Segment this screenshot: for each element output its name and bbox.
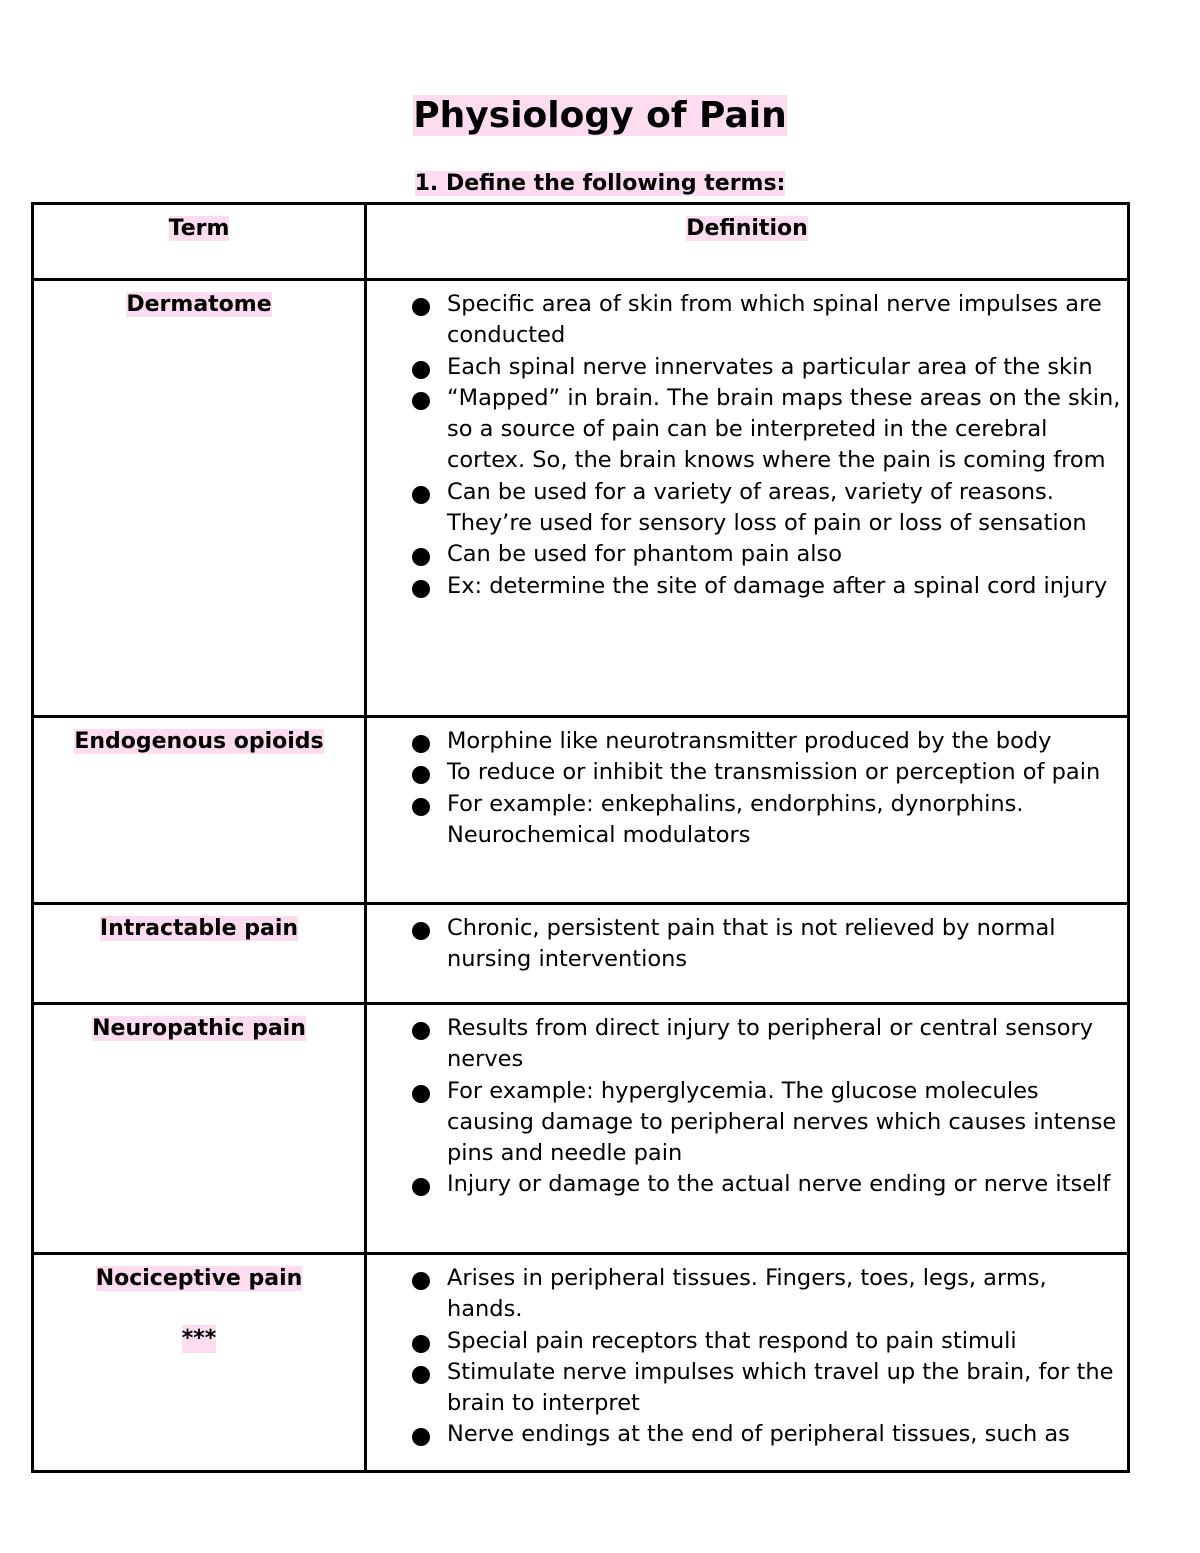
definition-bullet: [367, 1419, 1121, 1450]
definition-bullet: [367, 1169, 1121, 1200]
definition-text: Arises in peripheral tissues. Fingers, toes, legs, arms, hands.: [447, 1265, 1047, 1323]
definition-text: “Mapped” in brain. The brain maps these areas on the skin, so a source of pain can be interpreted in the cerebral cortex. So, the brain knows where the pain is coming from: [447, 384, 1121, 474]
definition-bullet: [367, 383, 1121, 477]
definition-text: For example: enkephalins, endorphins, dynorphins. Neurochemical modulators: [447, 790, 1024, 848]
table-row: [33, 1004, 1129, 1254]
definition-bullet: [367, 571, 1121, 602]
definition-text: To reduce or inhibit the transmission or perception of pain: [447, 759, 1101, 786]
term-note: ***: [181, 1326, 217, 1351]
bullet-dot-icon: [412, 1428, 430, 1446]
term-label: Intractable pain: [99, 916, 299, 941]
definition-cell: [366, 904, 1129, 1004]
definition-bullet-list: [367, 905, 1127, 984]
term-cell: [33, 1254, 366, 1472]
definition-text: For example: hyperglycemia. The glucose molecules causing damage to peripheral nerves which causes intense pins and needle pain: [447, 1077, 1117, 1167]
definition-bullet: [367, 1357, 1121, 1420]
definition-bullet: [367, 1326, 1121, 1357]
bullet-dot-icon: [412, 1272, 430, 1290]
term-cell: [33, 717, 366, 904]
terms-table: [31, 202, 1130, 1473]
table-row: [33, 1254, 1129, 1472]
term-column-header: [33, 204, 366, 280]
definition-text: Injury or damage to the actual nerve ending or nerve itself: [447, 1171, 1111, 1198]
bullet-dot-icon: [412, 580, 430, 598]
definition-text: Morphine like neurotransmitter produced by the body: [447, 728, 1052, 754]
bullet-dot-icon: [412, 486, 430, 504]
definition-bullet: [367, 539, 1121, 570]
definition-header-label: Definition: [686, 216, 808, 241]
definition-bullet: [367, 789, 1121, 852]
page-title-text: Physiology of Pain: [413, 95, 787, 136]
definition-text: Nerve endings at the end of peripheral tissues, such as: [447, 1421, 1070, 1448]
bullet-dot-icon: [412, 298, 430, 316]
definition-cell: [366, 1254, 1129, 1472]
term-label: Dermatome: [126, 292, 272, 317]
table-body: [33, 280, 1129, 1472]
definition-bullet-list: [367, 1255, 1127, 1459]
definition-column-header: [366, 204, 1129, 280]
definition-bullet: [367, 477, 1121, 540]
bullet-dot-icon: [412, 1366, 430, 1384]
bullet-dot-icon: [412, 361, 430, 379]
term-label: Nociceptive pain: [95, 1266, 303, 1291]
term-cell: [33, 280, 366, 717]
definition-text: Can be used for phantom pain also: [447, 541, 843, 568]
definition-bullet: [367, 726, 1121, 757]
section-heading: [0, 170, 1200, 198]
definition-text: Ex: determine the site of damage after a spinal cord injury: [447, 572, 1108, 599]
bullet-dot-icon: [412, 735, 430, 753]
table-row: [33, 717, 1129, 904]
term-cell: [33, 1004, 366, 1254]
section-heading-text: 1. Define the following terms:: [414, 171, 786, 196]
definition-cell: [366, 1004, 1129, 1254]
table-row: [33, 280, 1129, 717]
table-header-row: [33, 204, 1129, 280]
definition-bullet-list: [367, 1005, 1127, 1209]
bullet-dot-icon: [412, 922, 430, 940]
definition-cell: [366, 717, 1129, 904]
bullet-dot-icon: [412, 1335, 430, 1353]
definition-text: Can be used for a variety of areas, variety of reasons. They’re used for sensory loss of pain or loss of sensation: [447, 478, 1087, 537]
bullet-dot-icon: [412, 766, 430, 784]
definition-text: Stimulate nerve impulses which travel up the brain, for the brain to interpret: [447, 1358, 1114, 1417]
page-title: [0, 94, 1200, 138]
term-cell: [33, 904, 366, 1004]
definition-bullet: [367, 1013, 1121, 1076]
bullet-dot-icon: [412, 1085, 430, 1103]
definition-text: Results from direct injury to peripheral or central sensory nerves: [447, 1015, 1094, 1073]
definition-text: Each spinal nerve innervates a particular area of the skin: [447, 353, 1093, 380]
table-row: [33, 904, 1129, 1004]
definition-text: Chronic, persistent pain that is not relieved by normal nursing interventions: [447, 915, 1056, 973]
definition-bullet: [367, 352, 1121, 383]
definition-text: Specific area of skin from which spinal nerve impulses are conducted: [447, 291, 1102, 349]
definition-bullet: [367, 757, 1121, 788]
bullet-dot-icon: [412, 548, 430, 566]
bullet-dot-icon: [412, 1022, 430, 1040]
definition-text: Special pain receptors that respond to pain stimuli: [447, 1327, 1017, 1354]
definition-bullet: [367, 1076, 1121, 1170]
definition-bullet-list: [367, 281, 1127, 610]
definition-bullet: [367, 913, 1121, 976]
bullet-dot-icon: [412, 1178, 430, 1196]
definition-bullet-list: [367, 718, 1127, 859]
term-header-label: Term: [168, 216, 230, 241]
bullet-dot-icon: [412, 392, 430, 410]
bullet-dot-icon: [412, 798, 430, 816]
term-label: Endogenous opioids: [74, 729, 324, 754]
definition-cell: [366, 280, 1129, 717]
definition-bullet: [367, 289, 1121, 352]
definition-bullet: [367, 1263, 1121, 1326]
term-label: Neuropathic pain: [92, 1016, 306, 1041]
